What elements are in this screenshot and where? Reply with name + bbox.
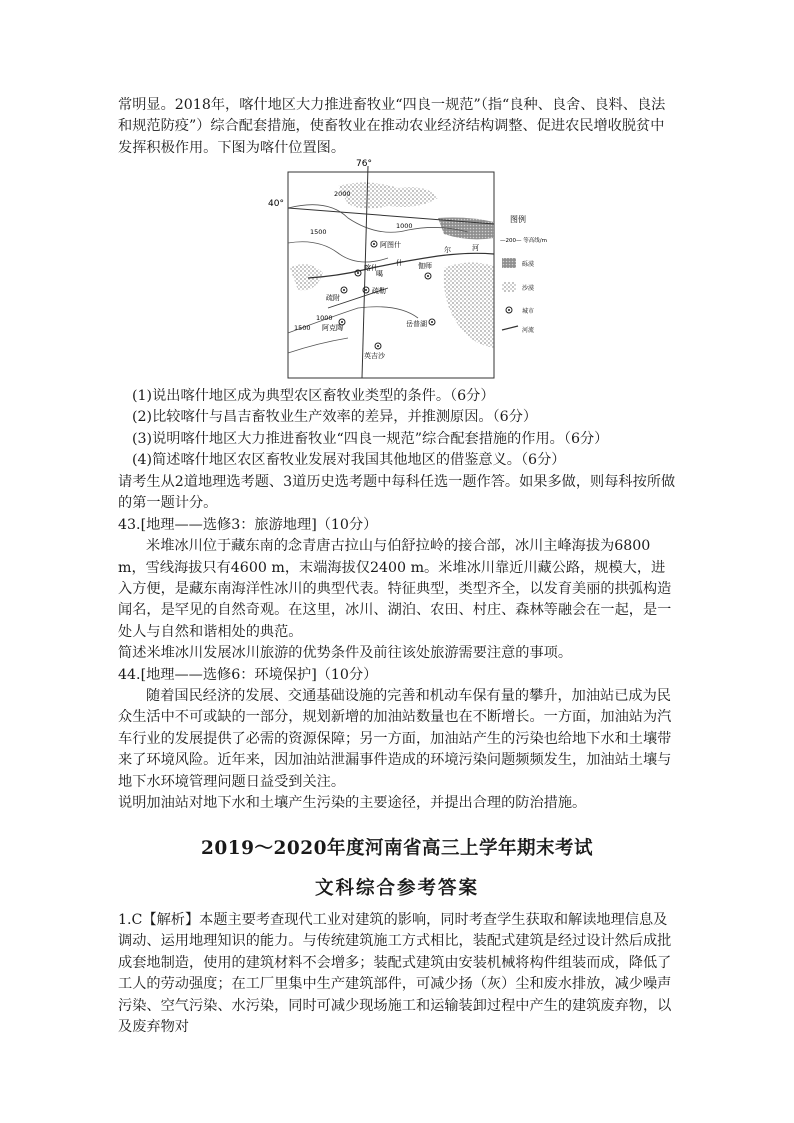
instruction-text: 请考生从2道地理选考题、3道历史选考题中每科任选一题作答。如果多做，则每科按所做的第一题计分。 — [118, 474, 676, 512]
answer-1: 1.C【解析】本题主要考查现代工业对建筑的影响，同时考查学生获取和解读地理信息及调动、运用地理知识的能力。与传统建筑施工方式相比，装配式建筑是经过设计然后成批成套地制造，使用的建筑材料不会增多；装配式建筑由安装机械将构件组装而成，降低了工人的劳动强度；在工厂里集中生产建筑部件，可减少扬（灰）尘和废水排放，减少噪声污染、空气污染、水污染，同时可减少现场施工和运输装卸过程中产生的建筑废弃物，以及废弃物对 — [118, 912, 672, 1036]
svg-text:岳普湖: 岳普湖 — [406, 320, 427, 328]
q44-heading: 44.[地理——选修6：环境保护]（10分） — [118, 666, 378, 683]
contour-label: 1500 — [294, 324, 311, 332]
question-item: (2)比较喀什与昌吉畜牧业生产效率的差异，并推测原因。（6分） — [132, 409, 538, 426]
river-label-char: 什 — [396, 259, 403, 267]
contour-label: 2000 — [334, 190, 351, 198]
legend-river-icon — [502, 326, 518, 330]
q43-heading: 43.[地理——选修3：旅游地理]（10分） — [118, 516, 378, 533]
contour-label: 1000 — [316, 314, 333, 322]
legend-swatch-sand — [502, 282, 516, 292]
legend-city: 城市 — [522, 308, 535, 315]
q43-prompt: 简述米堆冰川发展冰川旅游的优势条件及前往该处旅游需要注意的事项。 — [118, 645, 573, 662]
river-label-char: 尔 — [444, 246, 451, 254]
legend-swatch-gravel — [502, 258, 516, 268]
river-label-char: 噶 — [376, 270, 383, 278]
contour-label: 1500 — [310, 228, 327, 236]
elective-section — [118, 472, 678, 815]
svg-text:疏勒: 疏勒 — [372, 287, 386, 295]
latitude-label: 40° — [268, 199, 284, 209]
svg-text:阿图什: 阿图什 — [380, 241, 401, 249]
legend-gravel: 砾漠 — [522, 261, 535, 268]
longitude-label: 76° — [356, 159, 372, 169]
svg-text:英吉沙: 英吉沙 — [364, 352, 385, 360]
answer-title: 文科综合参考答案 — [314, 878, 479, 899]
question-item: (4)简述喀什地区农区畜牧业发展对我国其他地区的借鉴意义。（6分） — [132, 452, 566, 469]
q44-prompt: 说明加油站对地下水和土壤产生污染的主要途径，并提出合理的防治措施。 — [118, 795, 587, 812]
intro-paragraph: 常明显。2018年，喀什地区大力推进畜牧业“四良一规范”（指“良种、良舍、良料、良法和规范防疫”）综合配套措施，使畜牧业在推动农业经济结构调整、促进农民增收脱贫中发挥积极作用。下图为喀什位置图。 — [118, 97, 666, 156]
contour-label: 1000 — [396, 222, 413, 230]
question-item: (1)说出喀什地区成为典型农区畜牧业类型的条件。（6分） — [132, 388, 495, 404]
legend-river: 河流 — [522, 327, 535, 334]
legend-contour: —200— 等高线/m — [500, 238, 547, 244]
legend-title: 图例 — [510, 215, 526, 224]
svg-text:喀什: 喀什 — [364, 264, 378, 272]
q44-body: 随着国民经济的发展、交通基础设施的完善和机动车保有量的攀升，加油站已成为民众生活中不可或缺的一部分，规划新增的加油站数量也在不断增长。一方面，加油站为汽车行业的发展提供了必需的资源保障；另一方面，加油站产生的污染也给地下水和土壤带来了环境风险。近年来，因加油站泄漏事件造成的环境污染问题频频发生，加油站土壤与地下水环境管理问题日益受到关注。 — [118, 688, 672, 790]
svg-text:阿克陶: 阿克陶 — [322, 324, 343, 332]
question-list — [118, 386, 678, 472]
river-label-char: 河 — [472, 244, 479, 252]
exam-title: 2019～2020年度河南省高三上学年期末考试 — [201, 838, 593, 859]
kashgar-location-map — [268, 158, 562, 380]
svg-text:伽师: 伽师 — [418, 262, 432, 270]
question-item: (3)说明喀什地区大力推进畜牧业“四良一规范”综合配套措施的作用。（6分） — [132, 430, 609, 447]
legend-sand: 沙漠 — [522, 285, 535, 292]
svg-text:疏附: 疏附 — [326, 294, 340, 302]
map-legend — [500, 214, 547, 334]
q43-body: 米堆冰川位于藏东南的念青唐古拉山与伯舒拉岭的接合部，冰川主峰海拔为6800 m，雪线海拔只有4600 m，末端海拔仅2400 m。米堆冰川靠近川藏公路，规模大，进入方便，是藏东南海洋性冰川的典型代表。特征典型，类型齐全，以发育美丽的拱弧构造闻名，是罕见的自然奇观。在这里，冰川、湖泊、农田、村庄、森林等融会在一起，是一处人与自然和谐相处的典范。 — [118, 538, 672, 640]
